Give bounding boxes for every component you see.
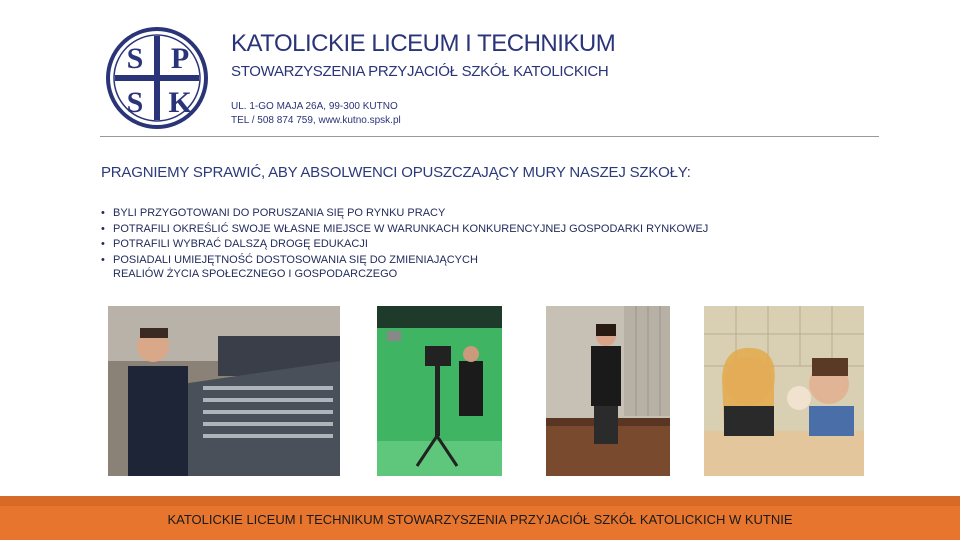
- photo-tv-studio: [377, 306, 502, 476]
- school-subtitle: STOWARZYSZENIA PRZYJACIÓŁ SZKÓŁ KATOLICKICH: [231, 63, 609, 80]
- logo-letter-k: K: [168, 86, 192, 119]
- goal-item: • POSIADALI UMIEJĘTNOŚĆ DOSTOSOWANIA SIĘ DO ZMIENIAJĄCYCH: [101, 253, 708, 269]
- goal-continuation: REALIÓW ŻYCIA SPOŁECZNEGO I GOSPODARCZEGO: [113, 268, 398, 280]
- goals-list: [101, 206, 708, 280]
- footer-text: KATOLICKIE LICEUM I TECHNIKUM STOWARZYSZENIA PRZYJACIÓŁ SZKÓŁ KATOLICKICH W KUTNIE: [167, 512, 793, 527]
- logo-letter-s-top: S: [126, 42, 144, 75]
- header-divider: [100, 136, 879, 137]
- photo-sound-studio: [108, 306, 340, 476]
- goal-item: • BYLI PRZYGOTOWANI DO PORUSZANIA SIĘ PO RYNKU PRACY: [101, 206, 708, 222]
- school-contact: TEL / 508 874 759, www.kutno.spsk.pl: [231, 115, 401, 126]
- logo-letter-s-bottom: S: [126, 86, 144, 119]
- goal-item: • POTRAFILI OKREŚLIĆ SWOJE WŁASNE MIEJSCE W WARUNKACH KONKURENCYJNEJ GOSPODARKI RYNKOWEJ: [101, 222, 708, 238]
- mission-headline: PRAGNIEMY SPRAWIĆ, ABY ABSOLWENCI OPUSZCZAJĄCY MURY NASZEJ SZKOŁY:: [101, 164, 691, 181]
- photo-school-performance: [546, 306, 670, 476]
- school-logo: [104, 26, 210, 130]
- logo-letter-p: P: [170, 42, 190, 75]
- school-title: KATOLICKIE LICEUM I TECHNIKUM: [231, 30, 616, 57]
- footer-accent-line: [0, 496, 960, 506]
- goal-item: • POTRAFILI WYBRAĆ DALSZĄ DROGĘ EDUKACJI: [101, 237, 708, 253]
- school-address: UL. 1-GO MAJA 26A, 99-300 KUTNO: [231, 101, 398, 112]
- photo-students: [704, 306, 864, 476]
